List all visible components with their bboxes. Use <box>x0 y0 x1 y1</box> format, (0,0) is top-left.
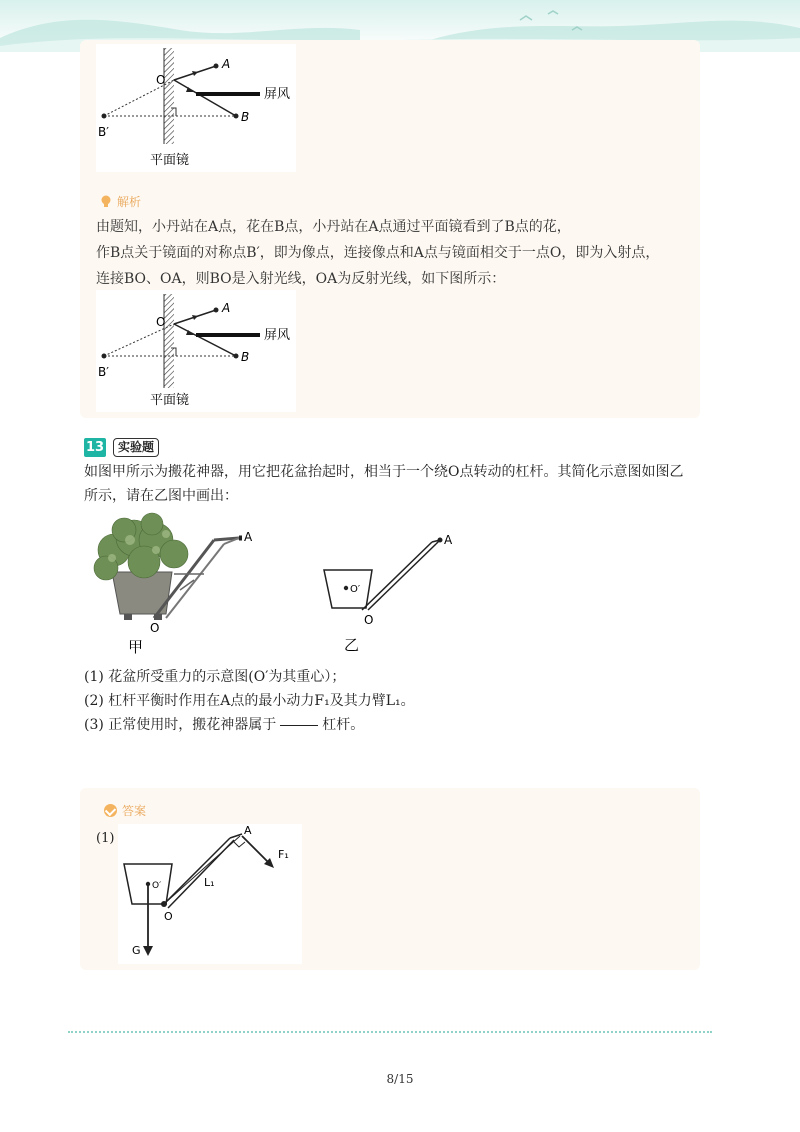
label-o: O <box>156 73 166 87</box>
figure-yi <box>310 522 470 656</box>
question-item-3 <box>84 714 364 736</box>
label-mirror: 平面镜 <box>150 393 190 408</box>
yi-label-o-prime: O′ <box>350 584 361 595</box>
question-type-badge: 实验题 <box>113 438 159 457</box>
jia-caption: 甲 <box>128 638 144 656</box>
question-stem-line-1: 如图甲所示为搬花神器，用它把花盆抬起时，相当于一个绕O点转动的杠杆。其简化示意图如图乙 <box>84 464 684 480</box>
yi-label-o: O <box>364 613 374 627</box>
analysis-line-2: 作B点关于镜面的对称点B′，即为像点，连接像点和A点与镜面相交于一点O，即为入射点， <box>96 245 660 261</box>
label-mirror: 平面镜 <box>150 153 190 168</box>
jia-label-a: A <box>244 530 253 544</box>
ans-label-l1: L₁ <box>204 876 215 889</box>
plant-foliage-icon <box>94 513 188 580</box>
ans-label-o-prime: O′ <box>152 881 162 891</box>
answer-tag <box>104 802 146 819</box>
label-b: B <box>241 110 250 124</box>
analysis-line-1: 由题知，小丹站在A点，花在B点，小丹站在A点通过平面镜看到了B点的花， <box>96 219 571 235</box>
yi-caption: 乙 <box>344 636 360 654</box>
ans-label-o: O <box>164 910 173 923</box>
answer-blank[interactable] <box>280 725 318 726</box>
figure-jia <box>84 510 274 656</box>
question-item-2: (2) 杠杆平衡时作用在A点的最小动力F₁及其力臂L₁。 <box>84 693 415 709</box>
yi-label-a: A <box>444 533 453 547</box>
label-o: O <box>156 315 166 329</box>
question-item-1: (1) 花盆所受重力的示意图(O′为其重心）； <box>84 669 346 685</box>
label-a: A <box>222 57 231 71</box>
label-a: A <box>222 301 231 315</box>
ans-label-f1: F₁ <box>278 848 289 861</box>
question-stem-line-2: 所示，请在乙图中画出： <box>84 488 238 504</box>
footer-divider <box>68 1031 712 1033</box>
lightbulb-icon <box>100 195 112 209</box>
analysis-line-3: 连接BO、OA，则BO是入射光线，OA为反射光线，如下图所示： <box>96 271 506 287</box>
question-number: 13 <box>85 440 105 455</box>
ans-label-g: G <box>132 944 141 957</box>
mirror-figure-top <box>96 44 296 172</box>
analysis-tag <box>100 193 141 210</box>
check-icon <box>104 804 117 817</box>
analysis-tag-label: 解析 <box>117 195 142 209</box>
label-screen: 屏风 <box>264 328 291 343</box>
jia-label-o: O <box>150 621 160 635</box>
question-item-3-suffix: 杠杆。 <box>322 717 365 733</box>
answer-figure <box>118 824 302 964</box>
label-b-prime: B′ <box>98 125 109 139</box>
answer-tag-label: 答案 <box>122 804 147 818</box>
label-b-prime: B′ <box>98 365 109 379</box>
mirror-figure-analysis <box>96 290 296 412</box>
question-item-3-text: (3) 正常使用时，搬花神器属于 <box>84 717 277 733</box>
label-b: B <box>241 350 250 364</box>
ans-label-a: A <box>244 824 252 837</box>
answer-item-label: (1) <box>96 831 115 846</box>
page-number: 8/15 <box>386 1072 414 1086</box>
label-screen: 屏风 <box>264 87 291 102</box>
